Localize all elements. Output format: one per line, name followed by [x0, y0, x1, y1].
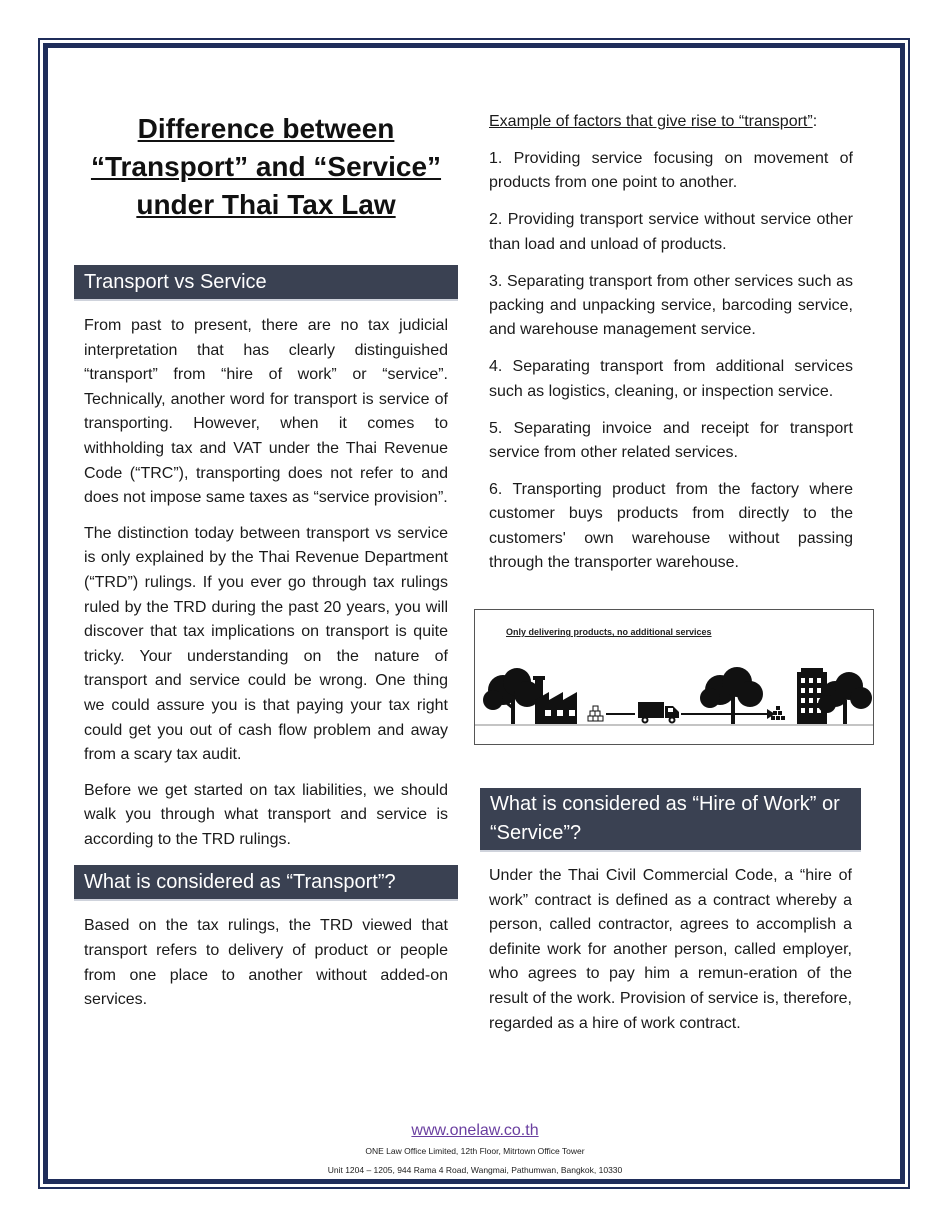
- left-column: [74, 110, 458, 1013]
- footer-address-line-1: ONE Law Office Limited, 12th Floor, Mitrtown Office Tower: [365, 1146, 585, 1156]
- transport-illustration: [474, 609, 874, 745]
- factor-item-3: 3. Separating transport from other services such as packing and unpacking service, barcoding service, and warehouse management service.: [489, 272, 853, 339]
- paragraph-distinction: The distinction today between transport vs service is only explained by the Thai Revenue Department (“TRD”) rulings. If you ever go through tax rulings ruled by the TRD during the past 20 years, you will discover that tax implications on transport is quite tricky. Your understanding on the nature of transport and service could be wrong. One thing we could assure you is that paying your tax right could get you out of cash flow problem and away from a scary tax audit.: [84, 524, 448, 764]
- factor-item-5: 5. Separating invoice and receipt for transport service from other related services.: [489, 419, 853, 462]
- factor-item-2: 2. Providing transport service without service other than load and unload of products.: [489, 211, 853, 253]
- section-heading-hire-of-work: What is considered as “Hire of Work” or “Service”?: [480, 788, 861, 852]
- paragraph-intro: From past to present, there are no tax judicial interpretation that has clearly distinguished “transport” from “hire of work” or “service”. Technically, another word for transport is service of transporting. However, when it comes to withholding tax and VAT under the Thai Revenue Code (“TRC”), transporting does not refer to and does not impose same taxes as “service provision”.: [84, 317, 448, 507]
- document-title: [74, 110, 458, 224]
- factor-item-1: 1. Providing service focusing on movement of products from one point to another.: [489, 150, 853, 192]
- title-line-1: Difference between: [137, 113, 395, 144]
- paragraph-before-start: Before we get started on tax liabilities, we should walk you through what transport and service is according to the TRD rulings.: [84, 781, 448, 848]
- website-link[interactable]: www.onelaw.co.th: [411, 1122, 539, 1139]
- right-column: [476, 110, 874, 575]
- section-heading-transport: What is considered as “Transport”?: [74, 865, 458, 901]
- footer-address-line-2: Unit 1204 – 1205, 944 Rama 4 Road, Wangmai, Pathumwan, Bangkok, 10330: [327, 1165, 623, 1175]
- transport-flow-graphic: [475, 610, 873, 744]
- truck-icon: [638, 702, 679, 724]
- tree-icon-left: [483, 668, 540, 724]
- factory-icon: [533, 676, 577, 724]
- figure-caption: Only delivering products, no additional services: [506, 627, 712, 637]
- factors-heading: [476, 110, 874, 134]
- title-line-2: “Transport” and “Service”: [90, 151, 442, 182]
- paragraph-transport-definition: Based on the tax rulings, the TRD viewed that transport refers to delivery of product or people from one place to another without added-on services.: [84, 917, 448, 1009]
- factors-heading-text: Example of factors that give rise to “transport”: [489, 113, 813, 130]
- tree-icon-middle: [700, 667, 763, 724]
- goods-icon-left: [588, 706, 603, 721]
- title-line-3: under Thai Tax Law: [136, 189, 396, 220]
- paragraph-hire-of-work: Under the Thai Civil Commercial Code, a “hire of work” contract is defined as a contract whereby a person, called contractor, agrees to accomplish a definite work for another person, called employer, who agrees to pay him a remun-eration of the result of the work. Provision of service is, therefore, regarded as a hire of work contract.: [489, 867, 852, 1032]
- factors-heading-colon: :: [812, 113, 818, 130]
- goods-icon-right: [771, 706, 785, 720]
- section-heading-transport-vs-service: Transport vs Service: [74, 265, 458, 301]
- factor-item-4: 4. Separating transport from additional services such as logistics, cleaning, or inspection service.: [489, 358, 853, 400]
- hire-of-work-section: [480, 788, 861, 1036]
- factor-item-6: 6. Transporting product from the factory where customer buys products from directly to the customers' own warehouse without passing through the transporter warehouse.: [489, 481, 853, 571]
